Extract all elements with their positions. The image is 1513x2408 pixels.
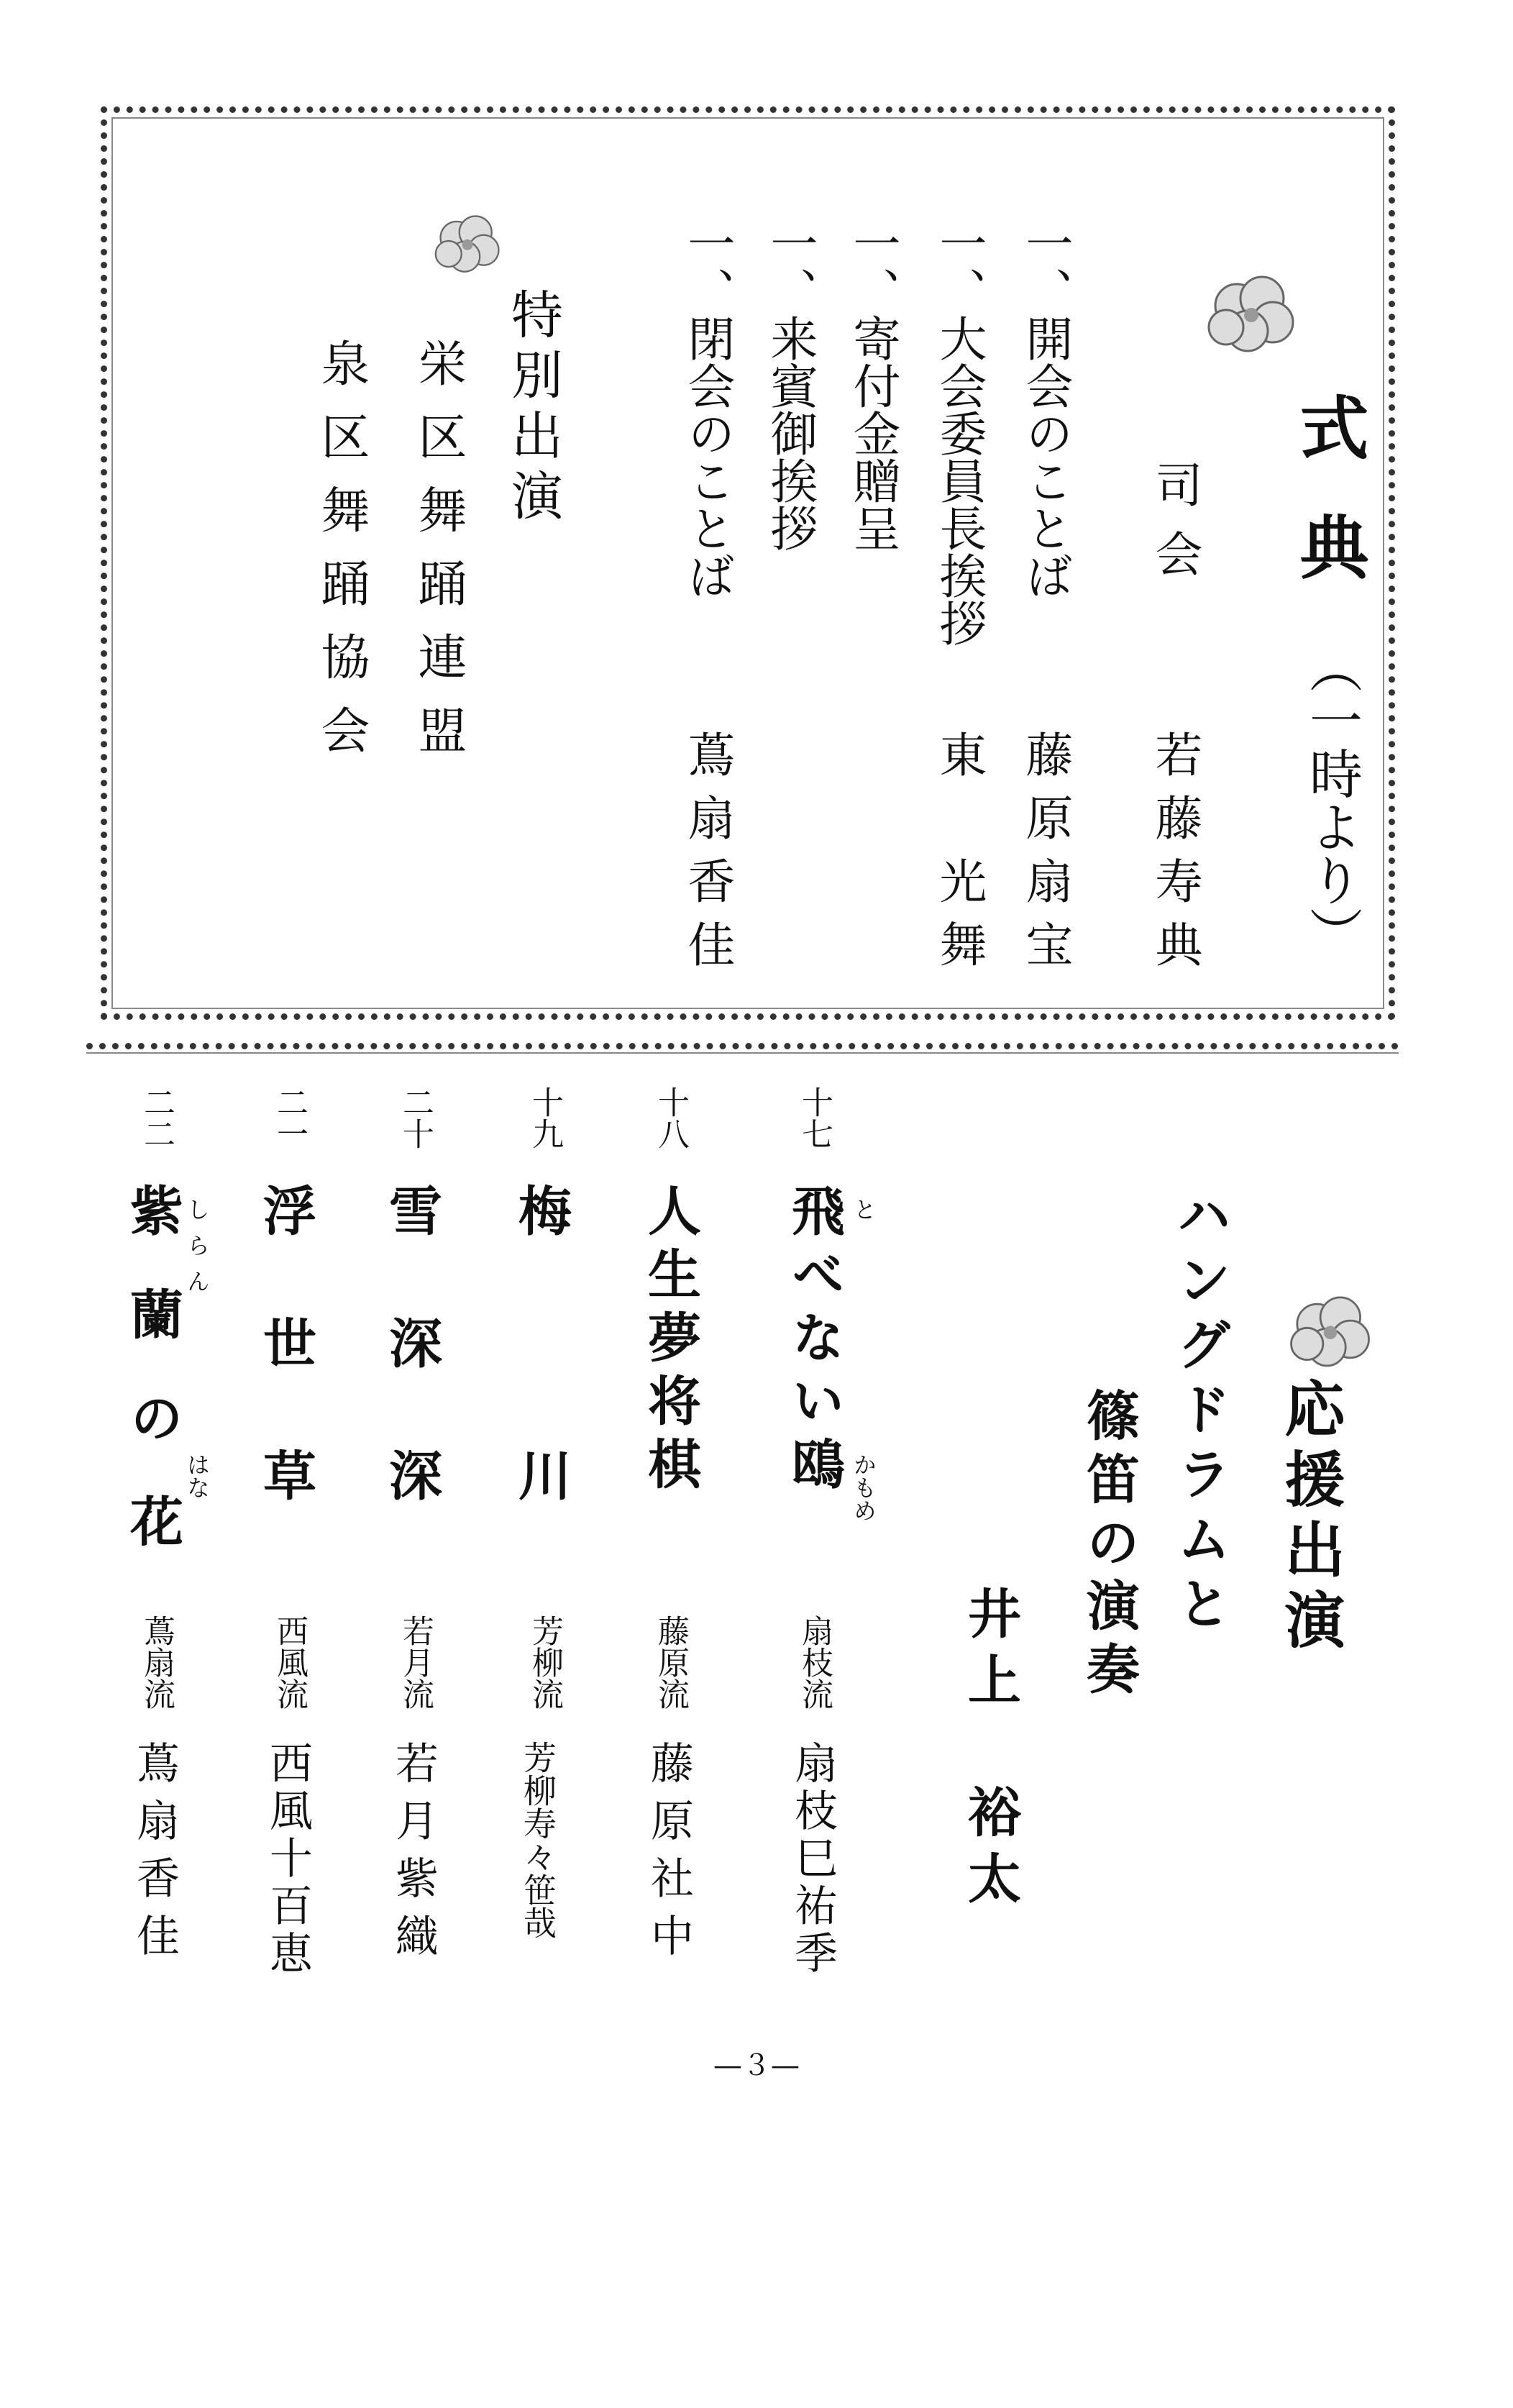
ceremony-item-5-name: 蔦扇香佳 [680,730,735,983]
special-group-1: 栄区舞踊連盟 [410,338,467,778]
program-ruby: かもめ [850,1453,877,1522]
section-divider [86,1043,1399,1049]
program-performer: 藤原社中 [644,1741,694,1971]
program-title: 浮世草 [255,1183,316,1580]
program-ruby: と [850,1198,877,1221]
program-performer: 西風十百恵 [262,1741,313,1978]
program-number: 十九 [526,1086,563,1149]
support-line-2: 篠笛の演奏 [1078,1388,1140,1705]
flower-icon [424,207,511,279]
program-number: 十七 [796,1086,833,1149]
ceremony-time: （一時より） [1301,640,1363,959]
program-ruby: しらん [183,1198,211,1305]
support-title: 応援出演 [1275,1377,1346,1659]
ceremony-item-3-name: 東 光舞 [931,730,987,983]
program-school: 若月流 [397,1615,434,1710]
program-title: 雪深深 [380,1183,442,1580]
ceremony-item-3: 一、寄付金贈呈 [845,219,900,552]
ceremony-title: 式典 [1289,392,1370,631]
program-school: 蔦扇流 [138,1615,175,1710]
program-number: 二一 [271,1086,308,1149]
mc-label: 司会 [1147,460,1202,598]
flower-icon [1276,1287,1384,1374]
program-title: 人生夢将棋 [639,1183,701,1500]
program-school: 扇枝流 [796,1615,833,1710]
ceremony-item-5: 一、閉会のことば [680,219,735,599]
flower-icon [1194,266,1309,360]
ceremony-item-1: 一、開会のことば [1018,219,1073,599]
program-performer: 扇枝巳祐季 [787,1741,838,1978]
support-line-1: ハングドラムと [1168,1187,1232,1640]
program-performer: 若月紫織 [388,1741,439,1971]
program-number: 十八 [652,1086,689,1149]
page-number: —３— [713,2049,800,2082]
program-title: 梅 川 [510,1183,572,1580]
program-school: 藤原流 [652,1615,689,1710]
mc-name: 若藤寿典 [1147,730,1202,983]
ceremony-item-2: 一、大会委員長挨拶 [931,219,987,647]
special-group-2: 泉区舞踊協会 [313,338,370,778]
program-title: 紫蘭の花 [122,1183,183,1597]
program-number: 二二 [138,1086,175,1149]
program-title: 飛べない鴎 [783,1183,845,1500]
program-number: 二十 [397,1086,434,1149]
ceremony-item-1-name: 藤原扇宝 [1018,730,1073,983]
program-school: 芳柳流 [526,1615,563,1710]
program-school: 西風流 [271,1615,308,1710]
support-performer: 井上 裕太 [959,1586,1021,1917]
ceremony-item-4: 一、来賓御挨拶 [762,219,818,552]
program-ruby: はな [183,1453,211,1499]
program-performer: 蔦扇香佳 [129,1741,180,1971]
special-title: 特別出演 [503,288,563,529]
program-performer: 芳柳寿々笹哉 [518,1741,557,1939]
